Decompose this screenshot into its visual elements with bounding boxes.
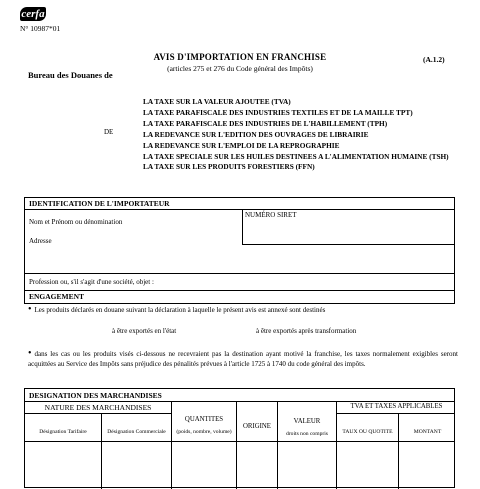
tax-item: LA TAXE SUR LA VALEUR AJOUTEE (TVA) — [143, 97, 291, 106]
origine-header: ORIGINE — [243, 423, 271, 430]
divider — [101, 413, 102, 489]
tarif-header: Désignation Tarifaire — [39, 429, 87, 435]
tax-item: LA TAXE SUR LES PRODUITS FORESTIERS (FFN) — [143, 162, 315, 172]
form-code: (A.1.2) — [423, 55, 445, 64]
divider — [171, 401, 172, 489]
divider — [25, 441, 454, 442]
divider — [25, 413, 171, 414]
commerciale-header: Désignation Commerciale — [107, 429, 166, 435]
divider — [277, 401, 278, 489]
engagement-statement — [28, 306, 458, 316]
engagement-line-1: Les produits déclarés en douane suivant la déclaration à laquelle le présent avis est annexé sont destinés — [34, 306, 326, 314]
profession-label: Profession ou, s'il s'agit d'une société, objet : — [29, 278, 154, 286]
cerfa-logo: cerfa — [21, 8, 45, 20]
tax-item: LA TAXE SPECIALE SUR LES HUILES DESTINEES A L'ALIMENTATION HUMAINE (TSH) — [143, 151, 449, 161]
name-label: Nom et Prénom ou dénomination — [29, 218, 123, 226]
divider — [398, 413, 399, 489]
valeur-sub-header: droits non compris — [286, 431, 328, 437]
goods-heading: DESIGNATION DES MARCHANDISES — [29, 391, 162, 400]
engagement-line-2: dans les cas ou les produits visés ci-dessous ne recevraient pas la destination ayant motivé la franchise, les taxes normalement exigibles seront acquittées au Service des Impôts sans préjudice des pénalités prévues à l'article 1725 à 1740 du code général des impôts. — [28, 350, 458, 368]
identification-heading: IDENTIFICATION DE L'IMPORTATEUR — [29, 199, 170, 208]
divider — [25, 401, 454, 402]
quantites-header: QUANTITES — [184, 416, 224, 423]
tva-header: TVA ET TAXES APPLICABLES — [350, 403, 443, 410]
montant-header: MONTANT — [413, 429, 442, 435]
taux-header: TAUX OU QUOTITE — [342, 429, 393, 435]
goods-table — [24, 388, 455, 488]
divider — [336, 413, 454, 414]
nature-header: NATURE DES MARCHANDISES — [44, 403, 152, 412]
tax-item: LA TAXE PARAFISCALE DES INDUSTRIES TEXTILES ET DE LA MAILLE TPT) — [143, 107, 413, 117]
tax-item: LA REDEVANCE SUR L'EDITION DES OUVRAGES DE LIBRAIRIE — [143, 129, 369, 139]
bureau-label: Bureau des Douanes de — [28, 70, 113, 80]
de-label: DE — [104, 128, 114, 136]
address-label: Adresse — [29, 237, 52, 245]
tax-item: LA TAXE PARAFISCALE DES INDUSTRIES DE L'HABILLEMENT (TPH) — [143, 118, 388, 128]
importer-identification-box — [24, 197, 455, 304]
tax-list — [143, 97, 463, 173]
option-export-as-is: à être exportés en l'état — [112, 327, 177, 335]
tax-item: LA REDEVANCE SUR L'EMPLOI DE LA REPROGRAPHIE — [143, 140, 340, 150]
divider — [25, 290, 454, 291]
divider — [242, 244, 454, 245]
option-export-after-transformation: à être exportés après transformation — [256, 327, 357, 335]
divider — [236, 401, 237, 489]
valeur-header: VALEUR — [293, 418, 321, 425]
engagement-heading: ENGAGEMENT — [29, 292, 85, 301]
page-title: AVIS D'IMPORTATION EN FRANCHISE — [153, 52, 327, 62]
divider — [242, 209, 243, 244]
divider — [336, 401, 337, 489]
divider — [25, 273, 454, 274]
bullet-icon: • — [28, 348, 32, 359]
quantites-sub-header: (poids, nombre, volume) — [176, 429, 232, 435]
engagement-condition — [28, 350, 458, 369]
divider — [25, 209, 454, 210]
page-subtitle: (articles 275 et 276 du Code général des Impôts) — [167, 64, 313, 73]
bullet-icon: • — [28, 304, 32, 315]
form-number: N° 10987*01 — [20, 24, 61, 33]
siret-label: NUMÉRO SIRET — [245, 211, 297, 219]
